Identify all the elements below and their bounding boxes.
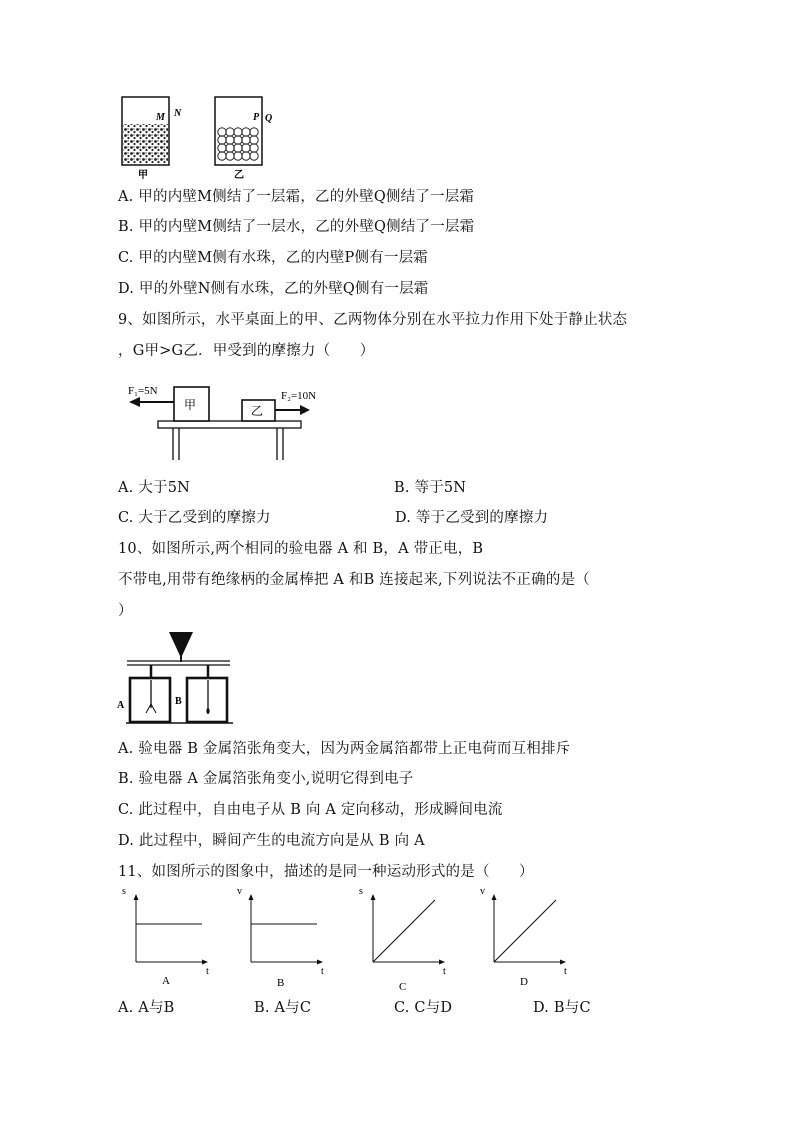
q9-option-b: B. 等于5N <box>394 480 467 496</box>
label-m: M <box>156 112 165 123</box>
graph-a <box>122 886 209 987</box>
q8-option-b: B. 甲的内壁M侧结了一层水，乙的外壁Q侧结了一层霜 <box>118 219 475 235</box>
graph-line <box>373 900 435 962</box>
q10-stem-line3: ） <box>118 603 133 619</box>
q9-option-c: C. 大于乙受到的摩擦力 <box>118 510 271 526</box>
graph-y-axis-label: s <box>359 886 363 897</box>
q10-electroscope-figure <box>117 630 235 728</box>
graph-x-axis-label: t <box>206 966 209 977</box>
q10-stem-line1: 10、如图所示,两个相同的验电器 A 和 B，A 带正电，B <box>118 541 484 557</box>
q10-option-d: D. 此过程中，瞬间产生的电流方向是从 B 向 A <box>118 833 425 849</box>
graph-y-axis-label: s <box>122 886 126 897</box>
q11-motion-graphs <box>118 884 578 994</box>
beaker-jia <box>122 97 182 181</box>
q11-option-c: C. C与D <box>394 1000 453 1016</box>
graph-x-axis-label: t <box>321 966 324 977</box>
label-p: P <box>253 112 260 123</box>
q10-option-c: C. 此过程中，自由电子从 B 向 A 定向移动，形成瞬间电流 <box>118 802 503 818</box>
electroscope-b <box>175 665 227 722</box>
graph-d <box>480 886 567 988</box>
q9-stem-line2: ，G甲>G乙．甲受到的摩擦力（ ） <box>118 343 375 359</box>
graph-y-axis-label: v <box>480 886 485 897</box>
block-yi-label: 乙 <box>251 404 264 418</box>
block-jia-label: 甲 <box>184 398 197 412</box>
force-f1-label: F₁=5N <box>128 385 158 397</box>
label-q: Q <box>265 113 273 124</box>
q9-option-d: D. 等于乙受到的摩擦力 <box>395 510 549 526</box>
force-f2-label: F₂=10N <box>281 390 317 402</box>
q9-stem-line1: 9、如图所示，水平桌面上的甲、乙两物体分别在水平拉力作用下处于静止状态 <box>118 312 628 328</box>
q10-option-b: B. 验电器 A 金属箔张角变小,说明它得到电子 <box>118 771 414 787</box>
graph-caption: D <box>520 976 528 988</box>
graph-x-axis-label: t <box>564 966 567 977</box>
graph-x-axis-label: t <box>443 966 446 977</box>
q8-option-a: A. 甲的内壁M侧结了一层霜，乙的外壁Q侧结了一层霜 <box>118 189 475 205</box>
q11-option-a: A. A与B <box>118 1000 175 1016</box>
q10-stem-line2: 不带电,用带有绝缘柄的金属棒把 A 和B 连接起来,下列说法不正确的是（ <box>118 572 590 588</box>
q10-option-a: A. 验电器 B 金属箔张角变大，因为两金属箔都带上正电荷而互相排斥 <box>118 741 571 757</box>
caption-jia: 甲 <box>138 170 148 181</box>
graph-caption: A <box>162 975 170 987</box>
graph-b <box>237 886 324 989</box>
beaker-yi <box>215 97 272 181</box>
q9-option-a: A. 大于5N <box>118 480 191 496</box>
graph-caption: B <box>277 977 285 989</box>
label-n: N <box>174 108 182 119</box>
q8-option-c: C. 甲的内壁M侧有水珠，乙的内壁P侧有一层霜 <box>118 250 428 266</box>
graph-c <box>359 886 446 993</box>
electroscope-a-label: A <box>117 700 125 711</box>
q11-stem: 11、如图所示的图象中，描述的是同一种运动形式的是（ ） <box>118 864 534 880</box>
electroscope-b-label: B <box>175 696 182 707</box>
graph-y-axis-label: v <box>237 886 242 897</box>
caption-yi: 乙 <box>234 170 244 181</box>
q11-option-d: D. B与C <box>533 1000 591 1016</box>
graph-caption: C <box>399 981 407 993</box>
q11-option-b: B. A与C <box>254 1000 312 1016</box>
q8-beakers-figure <box>112 92 284 184</box>
q9-table-figure <box>125 378 317 463</box>
electroscope-a <box>117 665 170 722</box>
q8-option-d: D. 甲的外壁N侧有水珠，乙的外壁Q侧有一层霜 <box>118 281 429 297</box>
graph-line <box>494 900 556 962</box>
